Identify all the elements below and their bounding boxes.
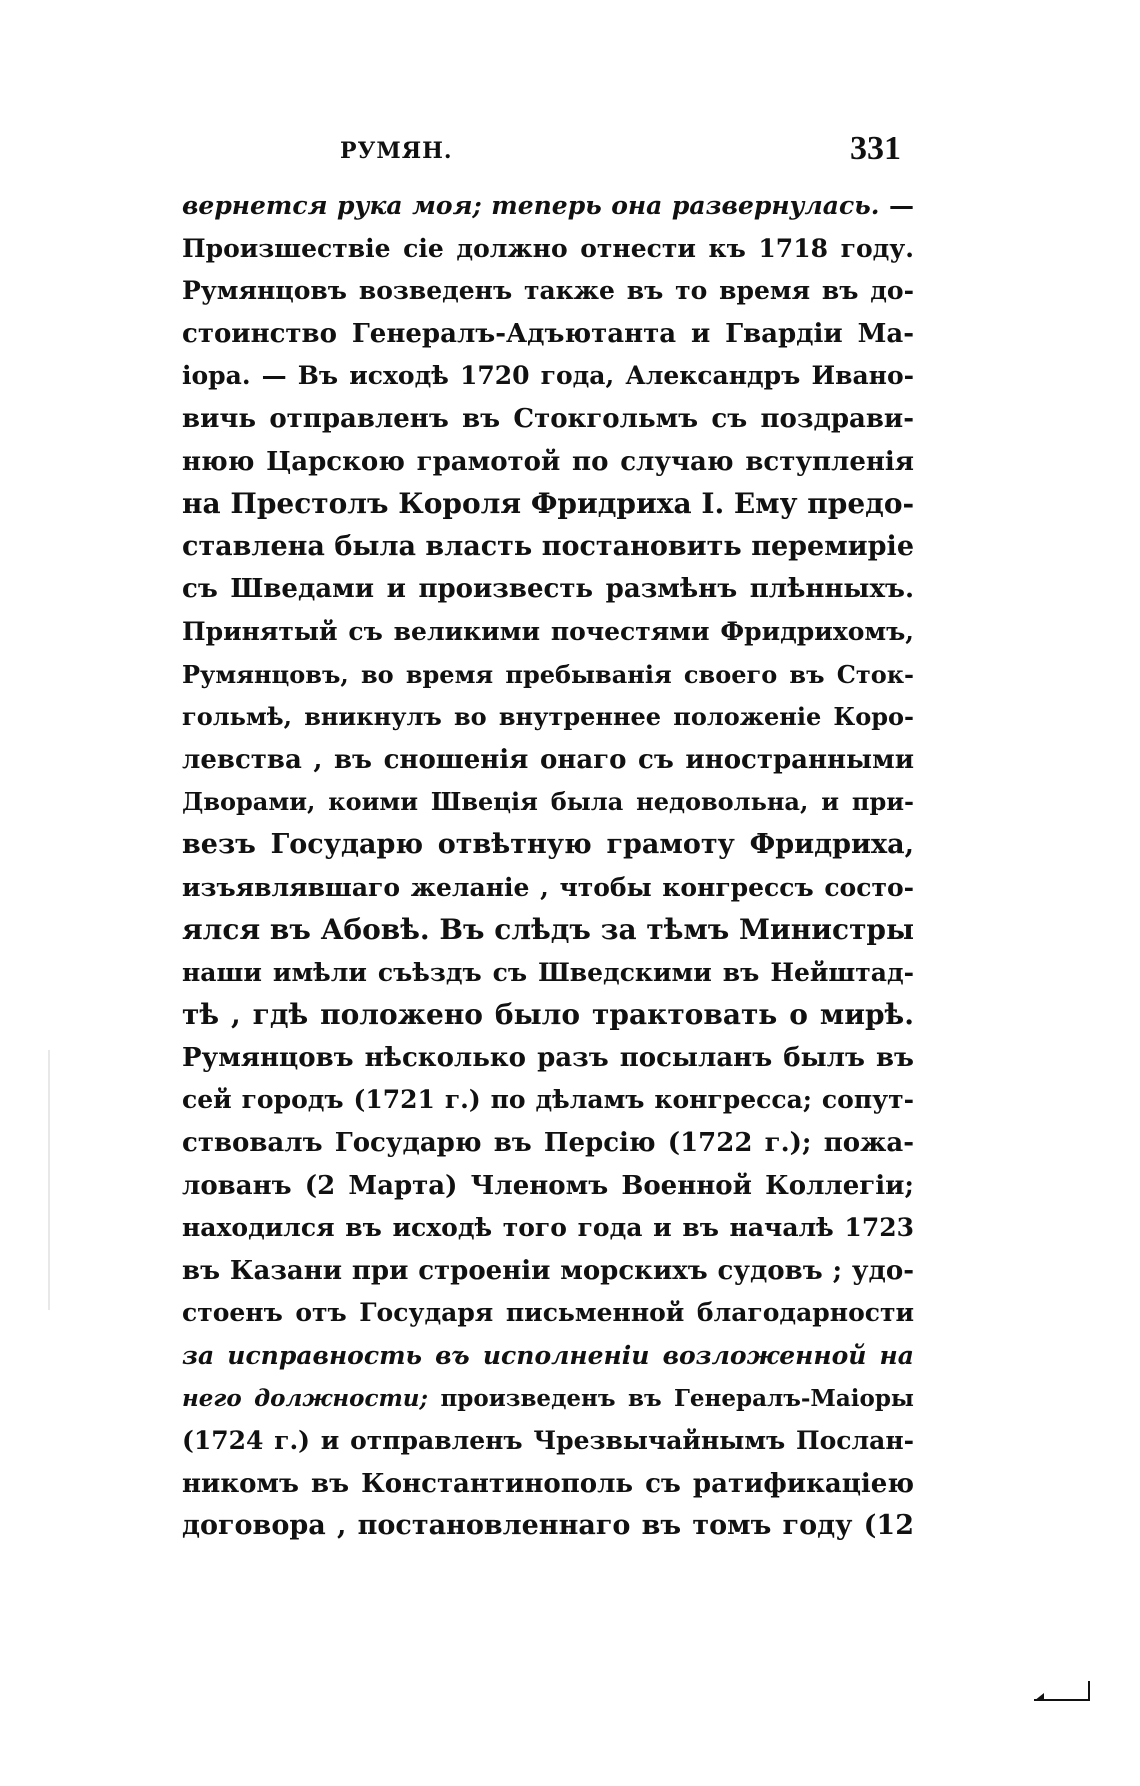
text-line <box>182 441 914 484</box>
text-segment: везъ Государю отвѣтную грамоту Фридриха, <box>182 828 914 860</box>
text-segment: нюю Царскою грамотой по случаю вступленія <box>182 446 914 477</box>
text-segment: наши имѣли съѣздъ съ Шведскими въ Нейштад- <box>182 957 914 987</box>
text-segment: іора. — Въ исходѣ 1720 года, Александръ Ивано- <box>182 361 914 391</box>
text-line <box>182 1037 914 1080</box>
text-line <box>182 1335 914 1378</box>
text-line <box>182 185 914 228</box>
text-segment: вичь отправленъ въ Стокгольмъ съ поздрави- <box>182 403 914 434</box>
text-line <box>182 355 914 398</box>
page-number: 331 <box>850 130 901 167</box>
text-line <box>182 739 914 782</box>
text-segment: Румянцовъ, во время пребыванія своего въ Сток- <box>182 659 914 689</box>
text-segment: Дворами, коими Швеція была недовольна, и при- <box>182 787 914 817</box>
text-line <box>182 994 914 1037</box>
body-text <box>182 185 914 1548</box>
text-line <box>182 867 914 910</box>
text-segment: — <box>879 191 914 220</box>
text-segment: Произшествіе сіе должно отнести къ 1718 году. <box>182 233 914 263</box>
text-line <box>182 1079 914 1122</box>
text-segment: тѣ , гдѣ положено было трактовать о мирѣ. <box>182 998 914 1032</box>
text-segment: лованъ (2 Марта) Членомъ Военной Коллегіи; <box>182 1170 914 1201</box>
text-segment: въ Казани при строеніи морскихъ судовъ ; удо- <box>182 1255 914 1286</box>
text-line <box>182 398 914 441</box>
text-segment: ставлена была власть постановить перемиріе <box>182 530 914 562</box>
text-segment: (1724 г.) и отправленъ Чрезвычайнымъ Послан- <box>182 1426 914 1456</box>
text-segment: Румянцовъ возведенъ также въ то время въ до- <box>182 276 914 306</box>
text-segment: произведенъ въ Генералъ-Маіоры <box>428 1384 914 1412</box>
text-line <box>182 611 914 654</box>
text-line <box>182 1165 914 1208</box>
text-segment: ялся въ Абовѣ. Въ слѣдъ за тѣмъ Министры <box>182 913 914 947</box>
text-line <box>182 483 914 526</box>
scan-margin-shadow <box>48 1050 50 1310</box>
text-segment: изъявлявшаго желаніе , чтобы конгрессъ состо- <box>182 872 914 902</box>
text-segment: Принятый съ великими почестями Фридрихомъ, <box>182 616 914 646</box>
text-line <box>182 526 914 569</box>
text-line <box>182 1420 914 1463</box>
text-line <box>182 654 914 697</box>
text-line <box>182 1463 914 1506</box>
text-segment: никомъ въ Константинополь съ ратификаціею <box>182 1468 914 1499</box>
text-line <box>182 228 914 271</box>
text-line <box>182 1122 914 1165</box>
italic-text-segment: за исправность въ исполненіи возложенной на <box>182 1341 914 1371</box>
text-line <box>182 270 914 313</box>
text-segment: съ Шведами и произвесть размѣнъ плѣнныхъ. <box>182 574 914 605</box>
text-segment: стоинство Генералъ-Адъютанта и Гвардіи Ма- <box>182 318 914 349</box>
text-segment: договора , постановленнаго въ томъ году (12 <box>182 1510 914 1542</box>
text-line <box>182 952 914 995</box>
italic-text-segment: него должности; <box>182 1384 428 1412</box>
text-line <box>182 696 914 739</box>
text-line <box>182 1207 914 1250</box>
text-line <box>182 568 914 611</box>
text-segment: сей городъ (1721 г.) по дѣламъ конгресса; сопут- <box>182 1085 914 1115</box>
text-line <box>182 824 914 867</box>
text-line <box>182 1292 914 1335</box>
text-segment: находился въ исходѣ того года и въ началѣ 1723 <box>182 1213 914 1243</box>
text-line <box>182 909 914 952</box>
text-line <box>182 1250 914 1293</box>
italic-text-segment: вернется рука моя; теперь она развернулась. <box>182 191 880 220</box>
text-segment: гольмѣ, вникнулъ во внутреннее положеніе Коро- <box>182 702 914 732</box>
text-segment: левства , въ сношенія онаго съ иностранными <box>182 744 914 775</box>
text-line <box>182 1505 914 1548</box>
scan-corner-mark <box>1030 1683 1094 1705</box>
text-line <box>182 1378 914 1421</box>
running-head: РУМЯН. <box>340 138 453 164</box>
text-segment: стоенъ отъ Государя письменной благодарности <box>182 1298 914 1328</box>
text-line <box>182 781 914 824</box>
text-segment: ствовалъ Государю въ Персію (1722 г.); пожа- <box>182 1128 914 1159</box>
text-segment: на Престолъ Короля Фридриха I. Ему предо- <box>182 487 914 521</box>
text-segment: Румянцовъ нѣсколько разъ посыланъ былъ въ <box>182 1042 914 1073</box>
text-line <box>182 313 914 356</box>
